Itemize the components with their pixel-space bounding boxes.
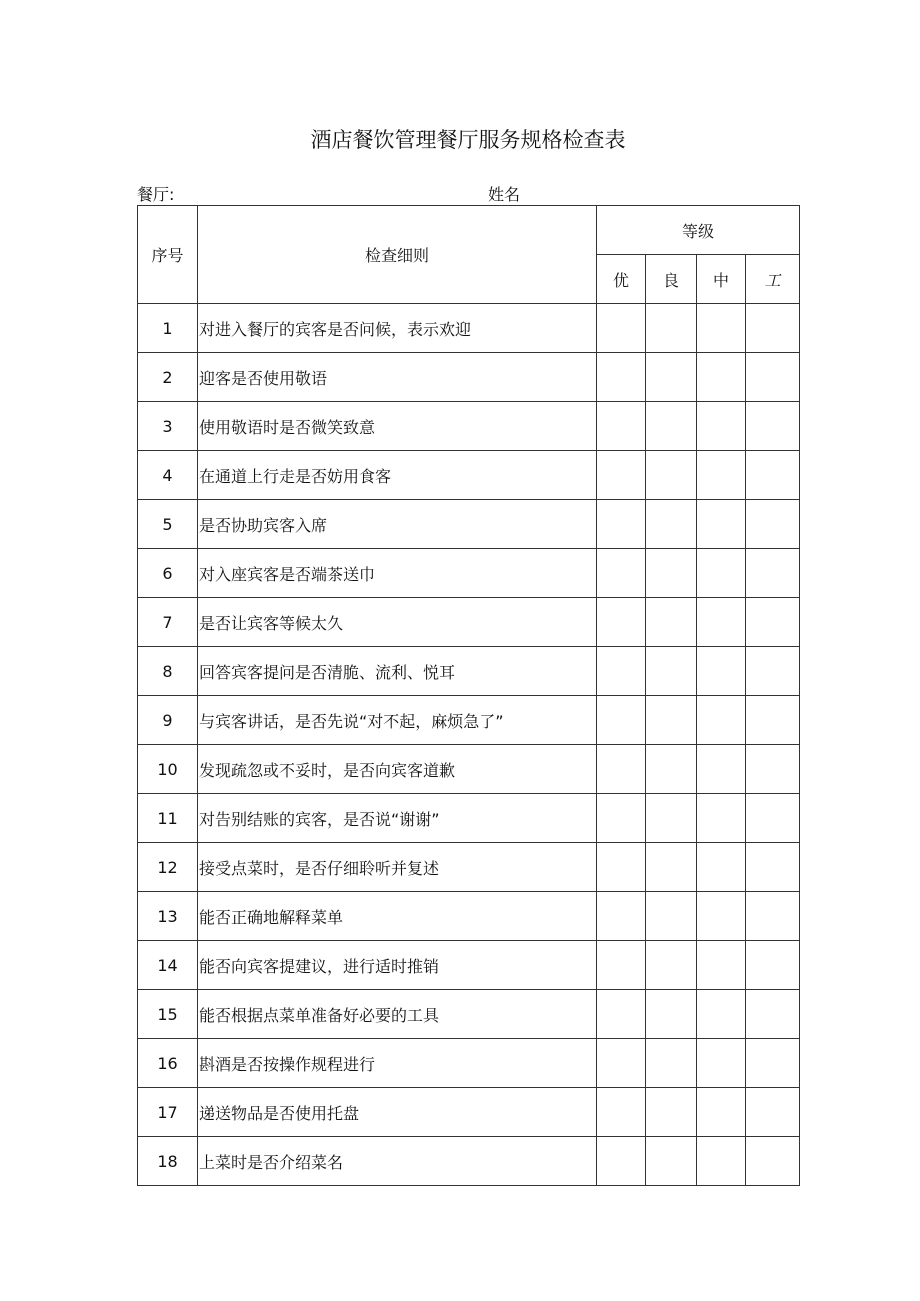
grade-cell-good[interactable] (646, 353, 697, 402)
grade-cell-medium[interactable] (697, 304, 746, 353)
grade-cell-good[interactable] (646, 1039, 697, 1088)
row-number: 7 (138, 598, 198, 647)
grade-cell-poor[interactable] (746, 843, 800, 892)
grade-cell-good[interactable] (646, 304, 697, 353)
row-number: 16 (138, 1039, 198, 1088)
row-number: 1 (138, 304, 198, 353)
grade-cell-good[interactable] (646, 647, 697, 696)
header-item: 检查细则 (198, 206, 597, 304)
grade-cell-poor[interactable] (746, 696, 800, 745)
grade-cell-excellent[interactable] (597, 549, 646, 598)
grade-cell-good[interactable] (646, 402, 697, 451)
grade-cell-medium[interactable] (697, 794, 746, 843)
row-item: 发现疏忽或不妥时，是否向宾客道歉 (198, 745, 597, 794)
grade-cell-poor[interactable] (746, 794, 800, 843)
table-row (138, 549, 800, 598)
restaurant-label: 餐厅: (137, 185, 175, 204)
table-row (138, 647, 800, 696)
grade-cell-excellent[interactable] (597, 500, 646, 549)
grade-cell-good[interactable] (646, 794, 697, 843)
row-item: 对进入餐厅的宾客是否问候，表示欢迎 (198, 304, 597, 353)
row-item: 接受点菜时，是否仔细聆听并复述 (198, 843, 597, 892)
row-item: 回答宾客提问是否清脆、流利、悦耳 (198, 647, 597, 696)
grade-cell-poor[interactable] (746, 598, 800, 647)
row-number: 14 (138, 941, 198, 990)
grade-cell-excellent[interactable] (597, 892, 646, 941)
grade-cell-poor[interactable] (746, 549, 800, 598)
grade-cell-good[interactable] (646, 1137, 697, 1186)
table-row (138, 1039, 800, 1088)
header-grade-good: 良 (646, 255, 697, 304)
grade-cell-poor[interactable] (746, 500, 800, 549)
grade-cell-excellent[interactable] (597, 647, 646, 696)
grade-cell-medium[interactable] (697, 598, 746, 647)
grade-cell-excellent[interactable] (597, 598, 646, 647)
grade-cell-poor[interactable] (746, 402, 800, 451)
grade-cell-good[interactable] (646, 696, 697, 745)
row-item: 对告别结账的宾客，是否说“谢谢” (198, 794, 597, 843)
grade-cell-medium[interactable] (697, 500, 746, 549)
grade-cell-excellent[interactable] (597, 696, 646, 745)
grade-cell-poor[interactable] (746, 1039, 800, 1088)
grade-cell-medium[interactable] (697, 745, 746, 794)
grade-cell-medium[interactable] (697, 1137, 746, 1186)
row-item: 是否协助宾客入席 (198, 500, 597, 549)
inspection-table (137, 205, 800, 1186)
grade-cell-medium[interactable] (697, 1088, 746, 1137)
grade-cell-poor[interactable] (746, 304, 800, 353)
grade-cell-medium[interactable] (697, 353, 746, 402)
grade-cell-poor[interactable] (746, 892, 800, 941)
header-grade-medium: 中 (697, 255, 746, 304)
grade-cell-excellent[interactable] (597, 304, 646, 353)
header-grade-group: 等级 (597, 206, 800, 255)
row-number: 11 (138, 794, 198, 843)
table-row (138, 500, 800, 549)
row-item: 斟酒是否按操作规程进行 (198, 1039, 597, 1088)
table-row (138, 843, 800, 892)
table-row (138, 1088, 800, 1137)
row-number: 17 (138, 1088, 198, 1137)
grade-cell-good[interactable] (646, 892, 697, 941)
grade-cell-medium[interactable] (697, 990, 746, 1039)
row-number: 9 (138, 696, 198, 745)
row-item: 能否向宾客提建议，进行适时推销 (198, 941, 597, 990)
grade-cell-good[interactable] (646, 843, 697, 892)
row-number: 8 (138, 647, 198, 696)
grade-cell-poor[interactable] (746, 1088, 800, 1137)
grade-cell-medium[interactable] (697, 549, 746, 598)
row-number: 3 (138, 402, 198, 451)
grade-cell-medium[interactable] (697, 647, 746, 696)
grade-cell-medium[interactable] (697, 1039, 746, 1088)
document-title: 酒店餐饮管理餐厅服务规格检查表 (310, 128, 626, 152)
grade-cell-poor[interactable] (746, 1137, 800, 1186)
row-number: 12 (138, 843, 198, 892)
row-item: 上菜时是否介绍菜名 (198, 1137, 597, 1186)
table-row (138, 745, 800, 794)
grade-cell-good[interactable] (646, 549, 697, 598)
grade-cell-medium[interactable] (697, 696, 746, 745)
grade-cell-medium[interactable] (697, 402, 746, 451)
table-row (138, 941, 800, 990)
grade-cell-excellent[interactable] (597, 353, 646, 402)
row-item: 能否正确地解释菜单 (198, 892, 597, 941)
grade-cell-good[interactable] (646, 1088, 697, 1137)
row-number: 18 (138, 1137, 198, 1186)
table-row (138, 598, 800, 647)
header-grade-poor: 工 (746, 255, 800, 304)
grade-cell-good[interactable] (646, 598, 697, 647)
table-row (138, 892, 800, 941)
grade-cell-medium[interactable] (697, 941, 746, 990)
grade-cell-good[interactable] (646, 500, 697, 549)
grade-cell-excellent[interactable] (597, 745, 646, 794)
grade-cell-poor[interactable] (746, 647, 800, 696)
table-body (138, 304, 800, 1186)
grade-cell-good[interactable] (646, 941, 697, 990)
table-row (138, 451, 800, 500)
table-row (138, 696, 800, 745)
row-item: 是否让宾客等候太久 (198, 598, 597, 647)
row-number: 13 (138, 892, 198, 941)
row-item: 使用敬语时是否微笑致意 (198, 402, 597, 451)
row-number: 2 (138, 353, 198, 402)
grade-cell-excellent[interactable] (597, 990, 646, 1039)
name-label: 姓名 (488, 185, 521, 204)
grade-cell-poor[interactable] (746, 990, 800, 1039)
grade-cell-excellent[interactable] (597, 1137, 646, 1186)
grade-cell-poor[interactable] (746, 451, 800, 500)
header-no: 序号 (138, 206, 198, 304)
grade-cell-good[interactable] (646, 990, 697, 1039)
row-item: 递送物品是否使用托盘 (198, 1088, 597, 1137)
grade-cell-poor[interactable] (746, 745, 800, 794)
row-item: 与宾客讲话，是否先说“对不起，麻烦急了” (198, 696, 597, 745)
grade-cell-medium[interactable] (697, 451, 746, 500)
table-row (138, 1137, 800, 1186)
grade-cell-excellent[interactable] (597, 451, 646, 500)
grade-cell-good[interactable] (646, 745, 697, 794)
row-number: 5 (138, 500, 198, 549)
row-number: 10 (138, 745, 198, 794)
row-number: 6 (138, 549, 198, 598)
header-grade-excellent: 优 (597, 255, 646, 304)
grade-cell-excellent[interactable] (597, 402, 646, 451)
row-item: 对入座宾客是否端茶送巾 (198, 549, 597, 598)
grade-cell-poor[interactable] (746, 353, 800, 402)
table-row (138, 794, 800, 843)
table-row (138, 304, 800, 353)
grade-cell-excellent[interactable] (597, 843, 646, 892)
row-item: 迎客是否使用敬语 (198, 353, 597, 402)
grade-cell-excellent[interactable] (597, 1088, 646, 1137)
row-number: 4 (138, 451, 198, 500)
grade-cell-excellent[interactable] (597, 1039, 646, 1088)
grade-cell-excellent[interactable] (597, 941, 646, 990)
table-row (138, 353, 800, 402)
table-row (138, 990, 800, 1039)
table-row (138, 402, 800, 451)
grade-cell-good[interactable] (646, 451, 697, 500)
grade-cell-poor[interactable] (746, 941, 800, 990)
row-number: 15 (138, 990, 198, 1039)
row-item: 能否根据点菜单准备好必要的工具 (198, 990, 597, 1039)
grade-cell-medium[interactable] (697, 843, 746, 892)
grade-cell-medium[interactable] (697, 892, 746, 941)
grade-cell-excellent[interactable] (597, 794, 646, 843)
row-item: 在通道上行走是否妨用食客 (198, 451, 597, 500)
